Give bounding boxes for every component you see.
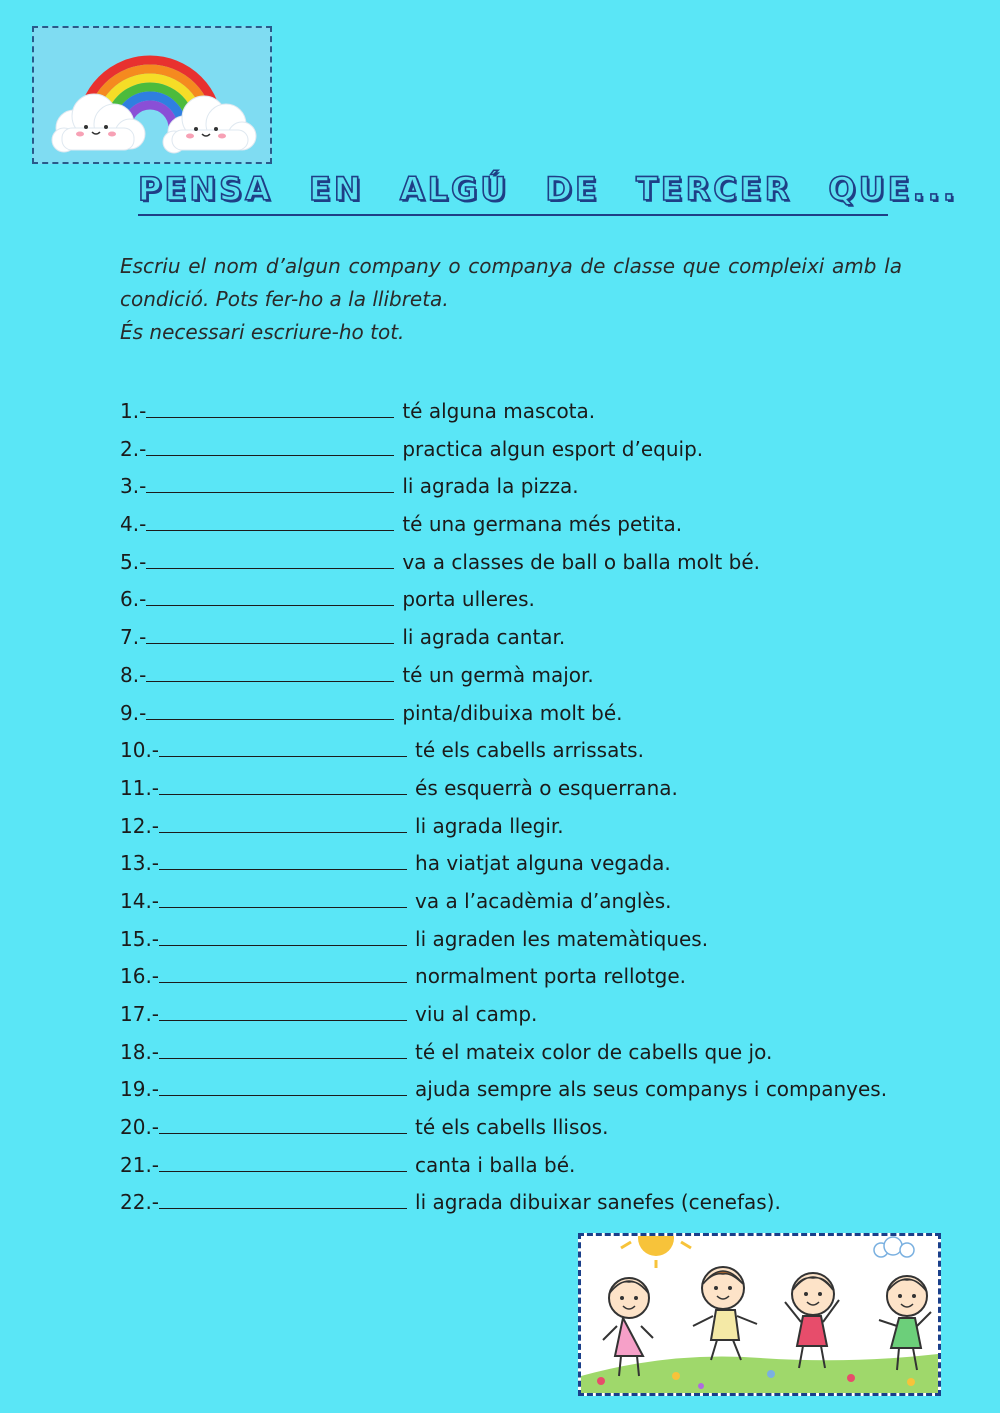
- list-item: [120, 996, 920, 1034]
- list-item: [120, 921, 920, 959]
- instructions-line-2: És necessari escriure-ho tot.: [120, 320, 405, 344]
- answer-blank[interactable]: [159, 1113, 407, 1134]
- list-item: [120, 1147, 920, 1185]
- item-number: 4.-: [120, 512, 147, 537]
- answer-blank[interactable]: [146, 435, 394, 456]
- item-text: li agrada la pizza.: [402, 474, 579, 499]
- list-item: [120, 506, 920, 544]
- item-number: 3.-: [120, 474, 147, 499]
- item-number: 9.-: [120, 700, 147, 725]
- children-playing-icon: [581, 1236, 938, 1393]
- question-list: [120, 393, 920, 1222]
- list-item: [120, 1184, 920, 1222]
- item-number: 7.-: [120, 625, 147, 650]
- item-text: porta ulleres.: [402, 587, 535, 612]
- item-number: 8.-: [120, 662, 147, 687]
- item-text: té alguna mascota.: [402, 399, 596, 423]
- answer-blank[interactable]: [159, 925, 407, 946]
- item-number: 12.-: [120, 813, 160, 838]
- page-title: PENSA EN ALGÚ DE TERCER QUE...: [138, 168, 888, 216]
- item-text: ha viatjat alguna vegada.: [415, 851, 671, 876]
- list-item: [120, 393, 920, 431]
- answer-blank[interactable]: [159, 736, 407, 757]
- item-text: té una germana més petita.: [402, 512, 683, 537]
- item-text: té el mateix color de cabells que jo.: [415, 1039, 773, 1064]
- item-number: 21.-: [120, 1152, 160, 1177]
- answer-blank[interactable]: [159, 1000, 407, 1021]
- answer-blank[interactable]: [159, 887, 407, 908]
- answer-blank[interactable]: [146, 623, 394, 644]
- item-text: té els cabells llisos.: [415, 1115, 609, 1140]
- item-number: 17.-: [120, 1002, 160, 1026]
- item-number: 19.-: [120, 1077, 160, 1102]
- item-number: 10.-: [120, 738, 160, 763]
- answer-blank[interactable]: [146, 699, 394, 720]
- item-text: li agrada cantar.: [402, 625, 566, 650]
- item-number: 18.-: [120, 1039, 160, 1064]
- list-item: [120, 581, 920, 619]
- list-item: [120, 808, 920, 846]
- list-item: [120, 883, 920, 921]
- item-number: 13.-: [120, 851, 160, 876]
- answer-blank[interactable]: [146, 548, 394, 569]
- list-item: [120, 770, 920, 808]
- answer-blank[interactable]: [159, 962, 407, 983]
- item-number: 6.-: [120, 587, 147, 612]
- item-number: 16.-: [120, 964, 160, 989]
- item-number: 1.-: [120, 399, 147, 423]
- item-number: 11.-: [120, 775, 160, 800]
- instructions-line-1: Escriu el nom d’algun company o companya de classe que compleixi amb la condició. Pots fer-ho a la llibreta.: [120, 254, 902, 311]
- item-number: 22.-: [120, 1190, 160, 1215]
- item-number: 20.-: [120, 1115, 160, 1140]
- list-item: [120, 468, 920, 506]
- answer-blank[interactable]: [146, 661, 394, 682]
- list-item: [120, 431, 920, 469]
- item-text: normalment porta rellotge.: [415, 964, 687, 989]
- item-text: és esquerrà o esquerrana.: [415, 775, 678, 800]
- list-item: [120, 619, 920, 657]
- list-item: [120, 1071, 920, 1109]
- list-item: [120, 657, 920, 695]
- item-text: viu al camp.: [415, 1002, 538, 1026]
- item-number: 14.-: [120, 888, 160, 913]
- answer-blank[interactable]: [159, 1188, 407, 1209]
- kids-illustration: [578, 1233, 941, 1396]
- list-item: [120, 695, 920, 733]
- answer-blank[interactable]: [159, 849, 407, 870]
- answer-blank[interactable]: [159, 1075, 407, 1096]
- item-number: 2.-: [120, 436, 147, 461]
- list-item: [120, 845, 920, 883]
- item-text: va a l’acadèmia d’anglès.: [415, 888, 672, 913]
- item-text: canta i balla bé.: [415, 1152, 576, 1177]
- list-item: [120, 732, 920, 770]
- item-number: 15.-: [120, 926, 160, 951]
- answer-blank[interactable]: [159, 812, 407, 833]
- item-text: té un germà major.: [402, 662, 594, 687]
- item-text: va a classes de ball o balla molt bé.: [402, 549, 760, 574]
- item-text: practica algun esport d’equip.: [402, 436, 704, 461]
- list-item: [120, 544, 920, 582]
- item-number: 5.-: [120, 549, 147, 574]
- answer-blank[interactable]: [159, 774, 407, 795]
- list-item: [120, 1109, 920, 1147]
- rainbow-clouds-icon: [34, 28, 270, 162]
- answer-blank[interactable]: [146, 397, 394, 418]
- rainbow-illustration: [32, 26, 272, 164]
- item-text: li agraden les matemàtiques.: [415, 926, 709, 951]
- answer-blank[interactable]: [146, 510, 394, 531]
- answer-blank[interactable]: [159, 1151, 407, 1172]
- item-text: ajuda sempre als seus companys i companyes.: [415, 1077, 888, 1102]
- item-text: pinta/dibuixa molt bé.: [402, 700, 623, 725]
- instructions: [120, 250, 902, 349]
- answer-blank[interactable]: [159, 1038, 407, 1059]
- list-item: [120, 1034, 920, 1072]
- item-text: té els cabells arrissats.: [415, 738, 644, 763]
- answer-blank[interactable]: [146, 472, 394, 493]
- answer-blank[interactable]: [146, 585, 394, 606]
- item-text: li agrada llegir.: [415, 813, 564, 838]
- item-text: li agrada dibuixar sanefes (cenefas).: [415, 1190, 781, 1215]
- list-item: [120, 958, 920, 996]
